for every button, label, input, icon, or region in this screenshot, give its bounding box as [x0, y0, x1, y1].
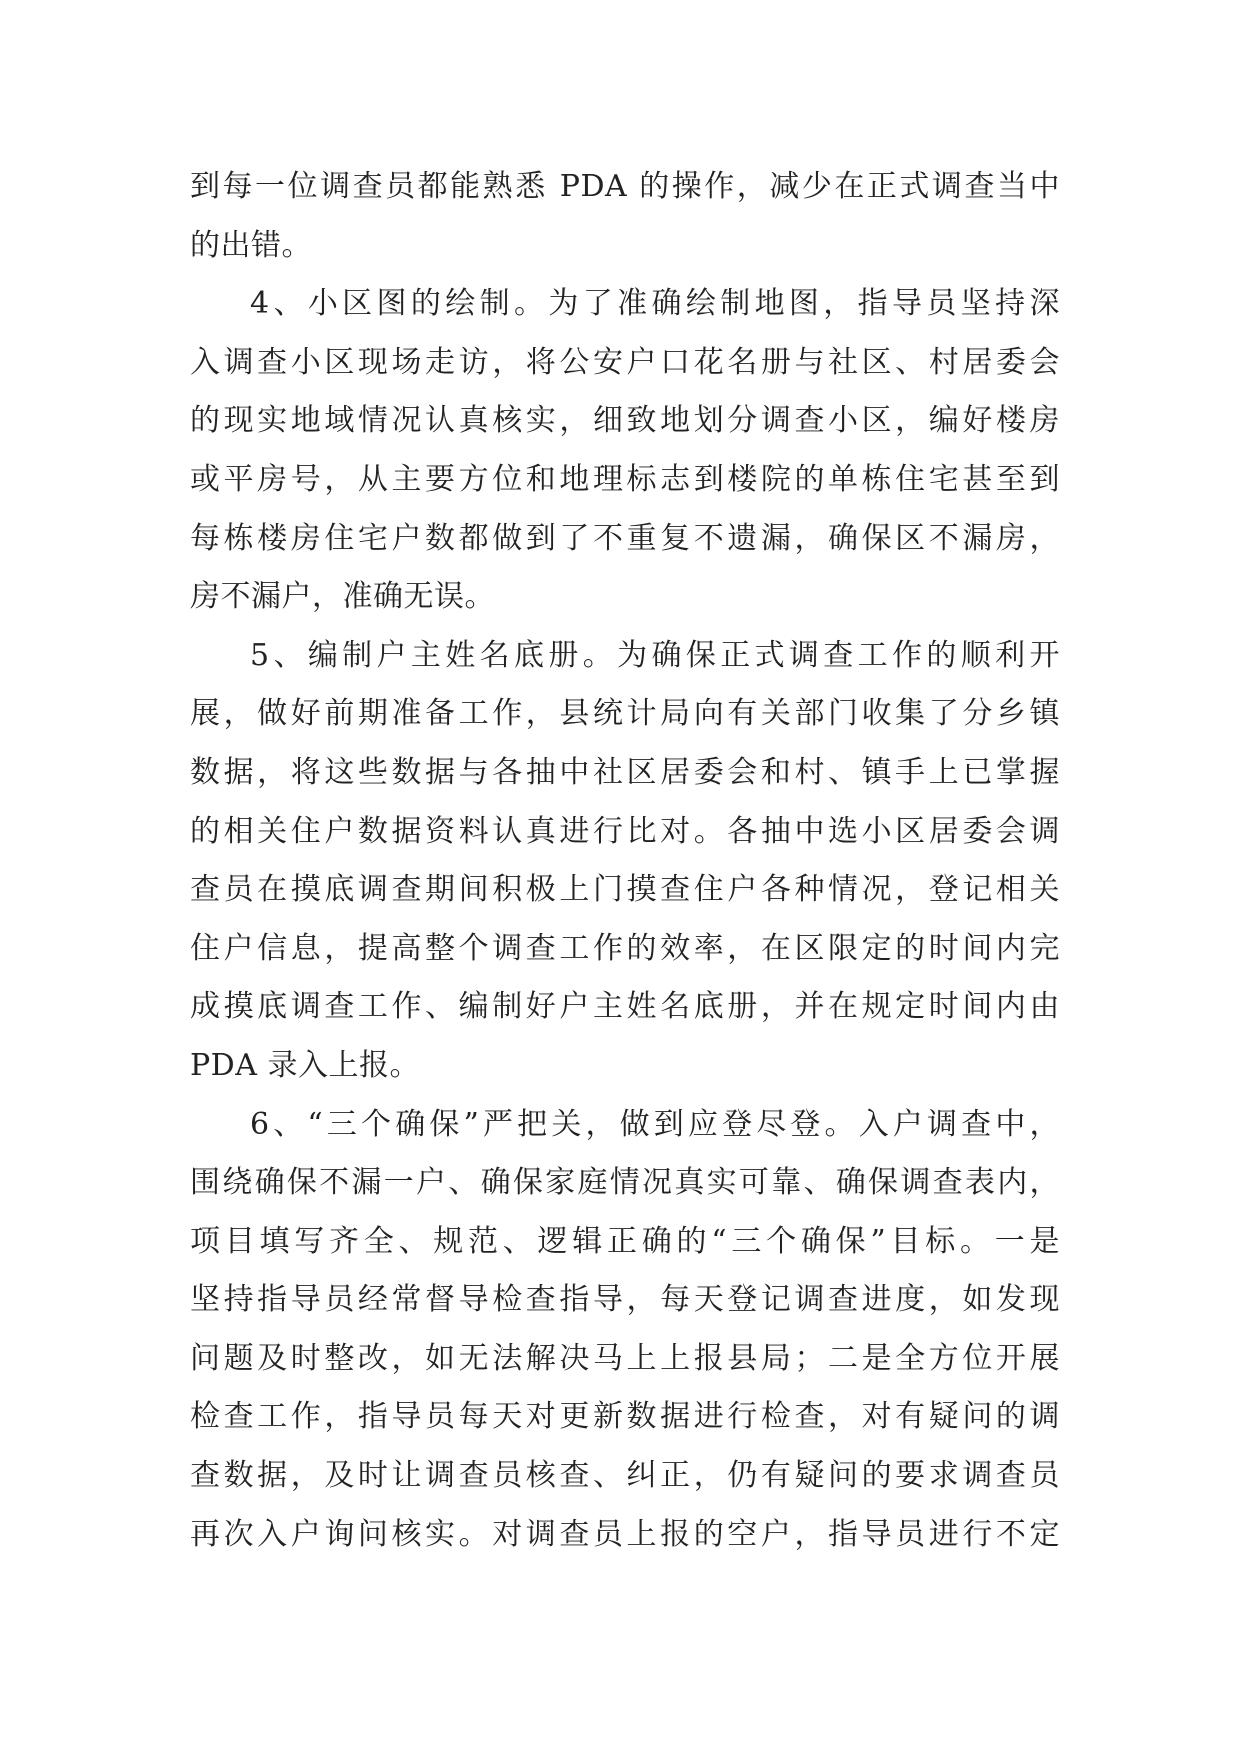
body-text: [190, 158, 1060, 1564]
text-line: 6、“三个确保”严把关，做到应登尽登。入户调查中，: [250, 1106, 1060, 1142]
text-line: 查员在摸底调查期间积极上门摸查住户各种情况，登记相关: [190, 872, 1060, 908]
text-line: 再次入户询问核实。对调查员上报的空户，指导员进行不定: [190, 1516, 1060, 1552]
text-line: 问题及时整改，如无法解决马上上报县局；二是全方位开展: [190, 1340, 1060, 1376]
text-line: 的相关住户数据资料认真进行比对。各抽中选小区居委会调: [190, 813, 1060, 849]
text-line: 数据，将这些数据与各抽中社区居委会和村、镇手上已掌握: [190, 754, 1060, 790]
text-line: 成摸底调查工作、编制好户主姓名底册，并在规定时间内由: [190, 989, 1060, 1025]
text-line: 房不漏户，准确无误。: [190, 579, 495, 615]
text-line: 的现实地域情况认真核实，细致地划分调查小区，编好楼房: [190, 403, 1060, 439]
text-line: 住户信息，提高整个调查工作的效率，在区限定的时间内完: [190, 930, 1060, 966]
text-line: 5、编制户主姓名底册。为确保正式调查工作的顺利开: [250, 637, 1060, 673]
text-line: 项目填写齐全、规范、逻辑正确的“三个确保”目标。一是: [190, 1223, 1060, 1259]
text-line: 展，做好前期准备工作，县统计局向有关部门收集了分乡镇: [190, 696, 1060, 732]
text-line: 查数据，及时让调查员核查、纠正，仍有疑问的要求调查员: [190, 1458, 1060, 1494]
text-line: PDA 录入上报。: [190, 1047, 420, 1083]
text-line: 围绕确保不漏一户、确保家庭情况真实可靠、确保调查表内，: [190, 1165, 1060, 1201]
text-line: 4、小区图的绘制。为了准确绘制地图，指导员坚持深: [250, 286, 1060, 322]
text-line: 到每一位调查员都能熟悉 PDA 的操作，减少在正式调查当中: [190, 169, 1060, 204]
text-line: 的出错。: [190, 227, 312, 263]
text-line: 坚持指导员经常督导检查指导，每天登记调查进度，如发现: [190, 1282, 1060, 1318]
text-line: 每栋楼房住宅户数都做到了不重复不遗漏，确保区不漏房，: [190, 520, 1060, 556]
text-line: 检查工作，指导员每天对更新数据进行检查，对有疑问的调: [190, 1399, 1060, 1435]
text-line: 入调查小区现场走访，将公安户口花名册与社区、村居委会: [190, 344, 1060, 380]
text-line: 或平房号，从主要方位和地理标志到楼院的单栋住宅甚至到: [190, 461, 1060, 497]
